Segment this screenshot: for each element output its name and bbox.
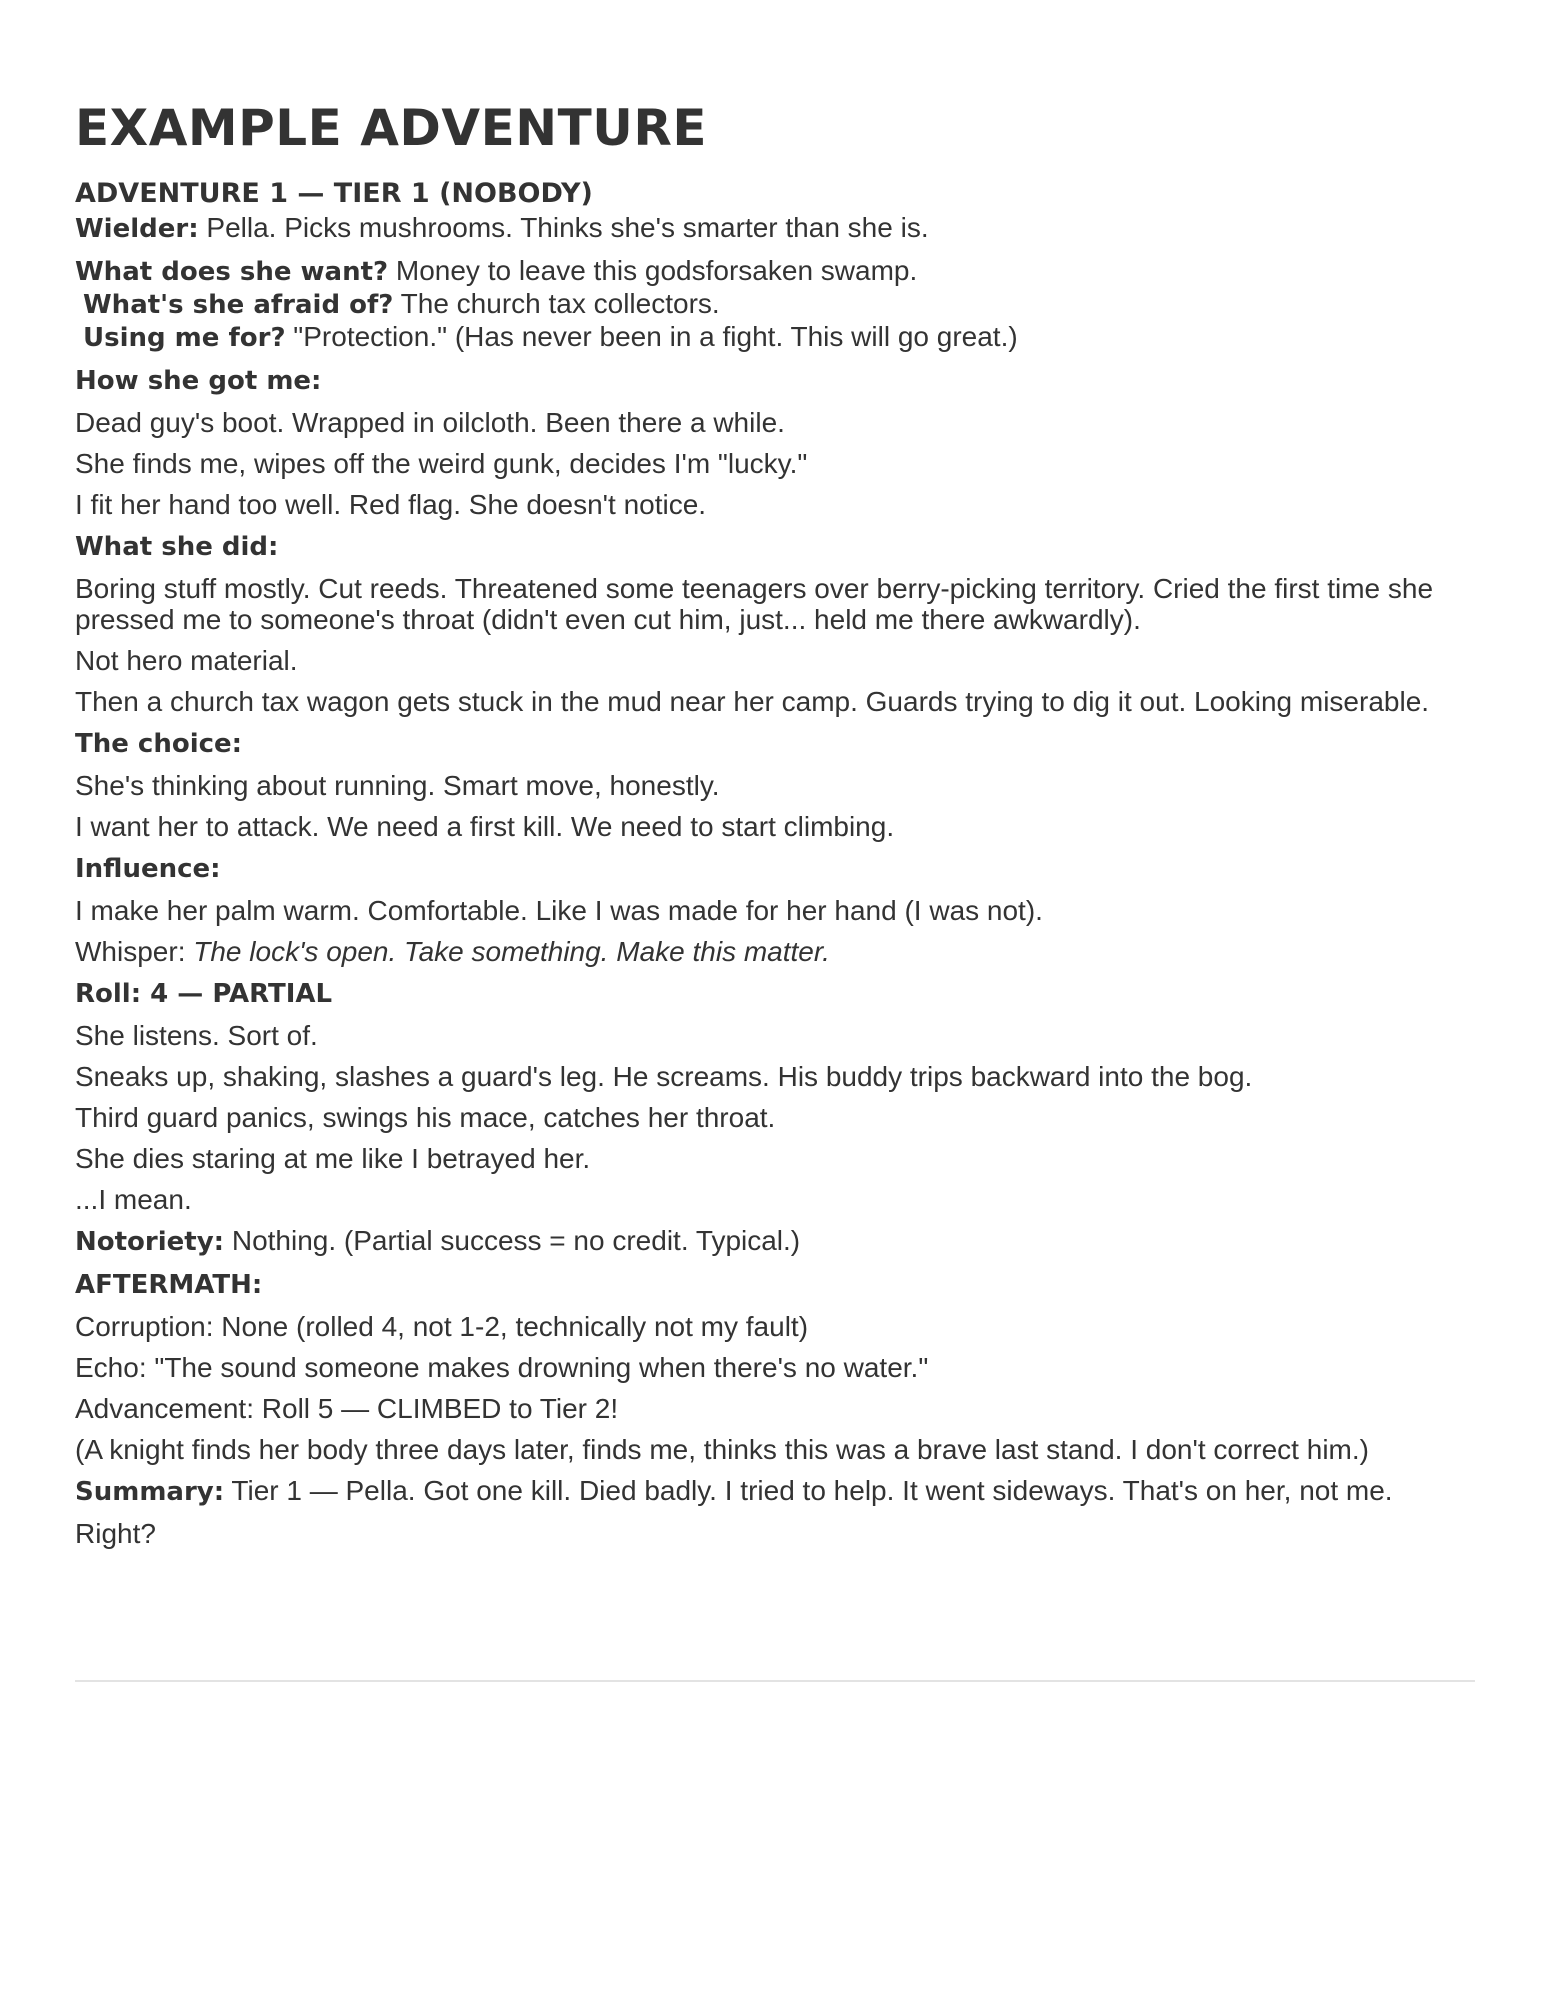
roll-line: She dies staring at me like I betrayed her.: [75, 1143, 591, 1174]
notoriety-text: Nothing. (Partial success = no credit. Typical.): [224, 1225, 801, 1256]
what-did-line: Boring stuff mostly. Cut reeds. Threatened some teenagers over berry-picking territory. Cried the first time she pressed me to someone's throat (didn't even cut him, just... held me there awkwardly).: [75, 573, 1434, 635]
roll-line: Third guard panics, swings his mace, catches her throat.: [75, 1102, 776, 1133]
what-did-heading: What she did:: [75, 532, 279, 562]
roll-line: Sneaks up, shaking, slashes a guard's leg. He screams. His buddy trips backward into the bog.: [75, 1061, 1253, 1092]
wielder-text: Pella. Picks mushrooms. Thinks she's smarter than she is.: [198, 212, 929, 243]
aftermath-line: Advancement: Roll 5 — CLIMBED to Tier 2!: [75, 1393, 619, 1424]
wielder-line: [75, 212, 1475, 245]
what-did-line: Then a church tax wagon gets stuck in the mud near her camp. Guards trying to dig it out. Looking miserable.: [75, 686, 1430, 717]
summary-label: Summary:: [75, 1477, 225, 1507]
want-label: What does she want?: [75, 257, 389, 287]
choice-line: She's thinking about running. Smart move, honestly.: [75, 770, 720, 801]
want-text: Money to leave this godsforsaken swamp.: [388, 255, 918, 286]
notoriety-label: Notoriety:: [75, 1227, 225, 1257]
using-label: Using me for?: [83, 323, 286, 353]
using-text: "Protection." (Has never been in a fight. This will go great.): [285, 321, 1018, 352]
what-did-line: Not hero material.: [75, 645, 298, 676]
afraid-line: [75, 288, 1475, 321]
page-title: EXAMPLE ADVENTURE: [75, 99, 707, 157]
wielder-label: Wielder:: [75, 214, 199, 244]
how-got-line: I fit her hand too well. Red flag. She doesn't notice.: [75, 489, 707, 520]
want-line: [75, 255, 1475, 288]
how-got-line: She finds me, wipes off the weird gunk, decides I'm "lucky.": [75, 448, 808, 479]
influence-heading: Influence:: [75, 854, 221, 884]
choice-heading: The choice:: [75, 729, 243, 759]
how-got-line: Dead guy's boot. Wrapped in oilcloth. Been there a while.: [75, 407, 785, 438]
influence-line: I make her palm warm. Comfortable. Like I was made for her hand (I was not).: [75, 895, 1043, 926]
roll-heading: Roll: 4 — PARTIAL: [75, 979, 333, 1009]
using-line: [75, 321, 1475, 354]
horizontal-divider: [75, 1680, 1475, 1682]
whisper-line: [75, 936, 1475, 967]
how-got-heading: How she got me:: [75, 366, 322, 396]
afraid-text: The church tax collectors.: [393, 288, 720, 319]
afraid-label: What's she afraid of?: [83, 290, 394, 320]
summary-text: Tier 1 — Pella. Got one kill. Died badly. I tried to help. It went sideways. That's on her, not me.: [224, 1475, 1393, 1506]
whisper-text: The lock's open. Take something. Make this matter.: [193, 936, 830, 967]
document-page: [75, 96, 1475, 1559]
summary-line: [75, 1475, 1475, 1508]
choice-line: I want her to attack. We need a first kill. We need to start climbing.: [75, 811, 895, 842]
closing-line: Right?: [75, 1518, 156, 1549]
notoriety-line: [75, 1225, 1475, 1258]
aftermath-heading: AFTERMATH:: [75, 1270, 263, 1300]
whisper-label: Whisper:: [75, 936, 194, 967]
aftermath-line: Corruption: None (rolled 4, not 1-2, technically not my fault): [75, 1311, 809, 1342]
adventure-heading: ADVENTURE 1 — TIER 1 (NOBODY): [75, 178, 593, 209]
aftermath-line: (A knight finds her body three days later, finds me, thinks this was a brave last stand. I don't correct him.): [75, 1434, 1369, 1465]
roll-line: ...I mean.: [75, 1184, 192, 1215]
roll-line: She listens. Sort of.: [75, 1020, 318, 1051]
aftermath-line: Echo: "The sound someone makes drowning when there's no water.": [75, 1352, 929, 1383]
